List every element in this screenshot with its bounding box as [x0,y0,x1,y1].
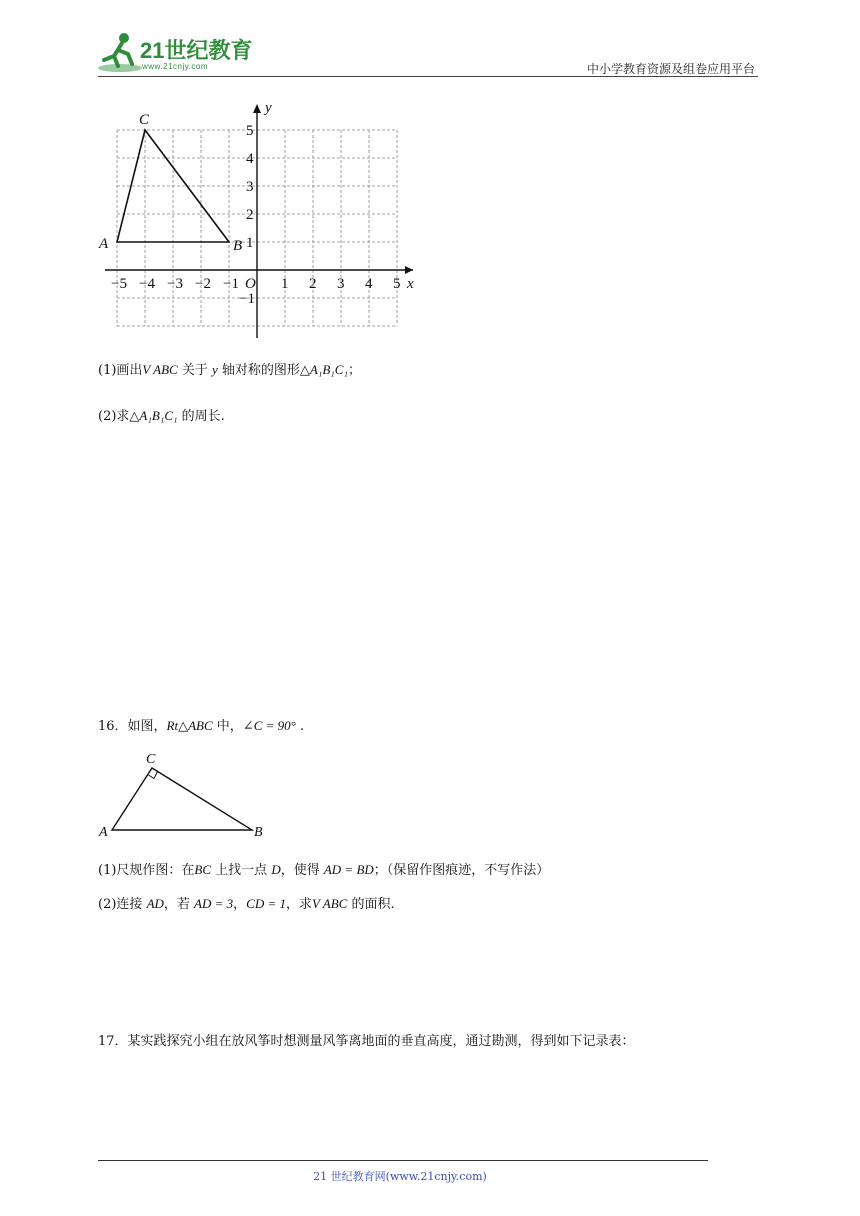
x-axis-arrow [405,266,413,274]
q16-part1: (1)尺规作图：在BC 上找一点 D，使得 AD = BD；（保留作图痕迹，不写作法） [98,862,550,878]
tick-y-2: 2 [246,207,254,223]
logo-text: 21世纪教育 [140,38,253,63]
origin-label: O [245,276,256,292]
y-axis-label: y [265,100,272,116]
right-triangle-figure [96,750,276,842]
footer-link[interactable]: 21 世纪教育网(www.21cnjy.com) [313,1170,487,1183]
tick-x-4: 4 [365,276,373,292]
vertex-b-label: B [233,238,243,254]
y-axis-arrow [253,104,261,113]
runner-logo-icon [96,28,146,76]
tick-y-1: 1 [246,235,254,251]
tick-x-neg4: −4 [139,276,155,292]
tick-y-3: 3 [246,179,254,195]
tick-x-neg5: −5 [111,276,127,292]
q15-part1: (1)画出V ABC 关于 y 轴对称的图形△A₁B₁C₁； [98,362,362,378]
tick-y-4: 4 [246,151,254,167]
vertex-a-label: A [99,825,108,840]
vertex-c-label: C [146,752,156,767]
tick-x-2: 2 [309,276,317,292]
footer-divider [98,1160,708,1161]
header-platform-text: 中小学教育资源及组卷应用平台 [586,62,755,76]
vertex-b-label: B [254,825,263,840]
header-divider [98,76,758,77]
tick-y-5: 5 [246,123,254,139]
vertex-c-label: C [139,112,150,128]
logo-url: www.21cnjy.com [142,62,208,71]
tick-x-3: 3 [337,276,345,292]
q17-text: 17．某实践探究小组在放风筝时想测量风筝离地面的垂直高度，通过勘测，得到如下记录表： [98,1034,635,1049]
q16-title: 16．如图，Rt△ABC 中，∠C = 90° . [98,718,305,734]
tick-x-neg1: −1 [223,276,239,292]
coordinate-figure [95,98,425,348]
tick-x-5: 5 [393,276,401,292]
tick-x-neg2: −2 [195,276,211,292]
q16-part2: (2)连接 AD，若 AD = 3，CD = 1，求V ABC 的面积. [98,896,395,912]
tick-y-neg1: −1 [239,291,255,307]
tick-x-1: 1 [281,276,289,292]
axes [105,106,413,338]
tick-x-neg3: −3 [167,276,183,292]
triangle-rt-abc [112,768,252,830]
x-axis-label: x [407,276,414,292]
vertex-a-label: A [99,236,109,252]
q15-part2: (2)求△A₁B₁C₁ 的周长. [98,408,225,424]
